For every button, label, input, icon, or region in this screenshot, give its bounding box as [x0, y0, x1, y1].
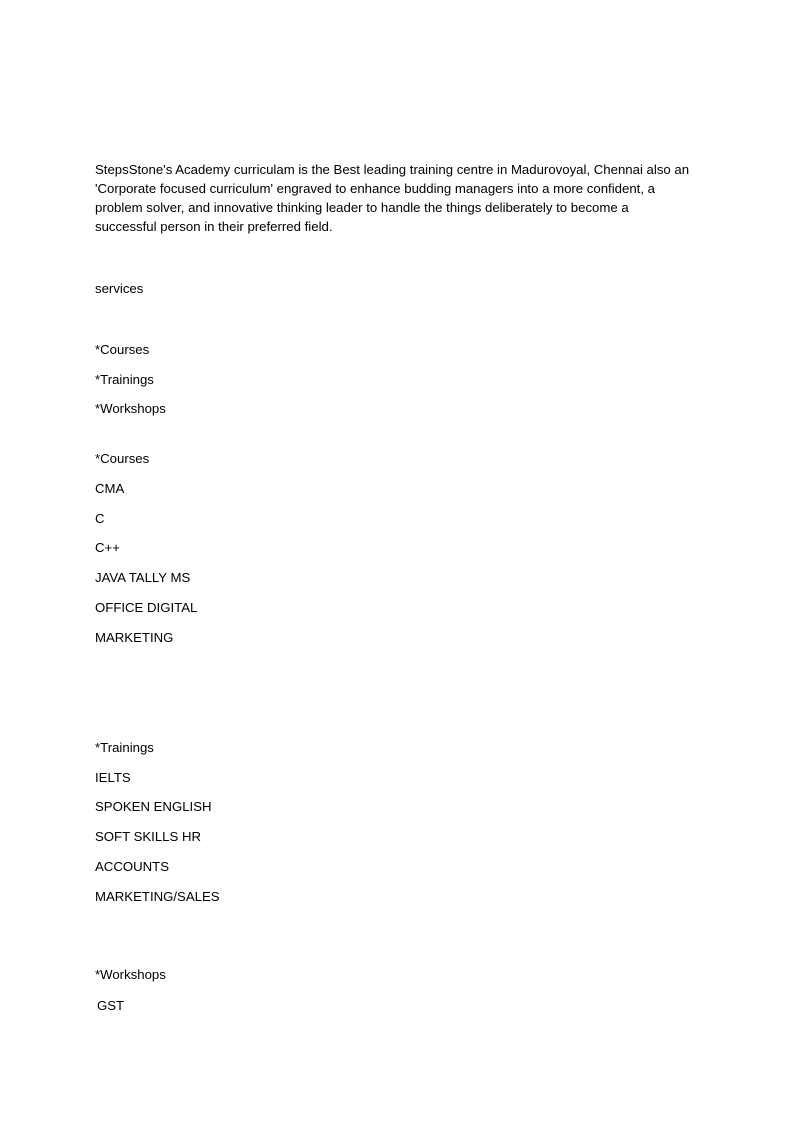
- intro-line: 'Corporate focused curriculum' engraved to enhance budding managers into a more confident, a: [95, 181, 655, 196]
- training-item: SPOKEN ENGLISH: [95, 799, 212, 814]
- trainings-heading: *Trainings: [95, 740, 154, 755]
- service-list-item: *Trainings: [95, 372, 154, 387]
- service-list-item: *Courses: [95, 342, 150, 357]
- intro-line: problem solver, and innovative thinking leader to handle the things deliberately to become a: [95, 200, 629, 215]
- course-item: OFFICE DIGITAL: [95, 600, 198, 615]
- intro-line: StepsStone's Academy curriculam is the Best leading training centre in Madurovoyal, Chennai also an: [95, 162, 690, 177]
- course-item: JAVA TALLY MS: [95, 570, 191, 585]
- training-item: SOFT SKILLS HR: [95, 829, 202, 844]
- courses-heading: *Courses: [95, 451, 150, 466]
- course-item: C++: [95, 540, 120, 555]
- training-item: IELTS: [95, 770, 131, 785]
- training-item: ACCOUNTS: [95, 859, 169, 874]
- intro-paragraph: [95, 160, 715, 236]
- course-item: C: [95, 511, 105, 526]
- course-item: CMA: [95, 481, 125, 496]
- course-item: MARKETING: [95, 630, 174, 645]
- workshops-heading: *Workshops: [95, 967, 166, 982]
- intro-line: successful person in their preferred field.: [95, 219, 333, 234]
- workshop-item: GST: [97, 998, 125, 1013]
- services-heading: services: [95, 281, 144, 296]
- service-list-item: *Workshops: [95, 401, 166, 416]
- training-item: MARKETING/SALES: [95, 889, 220, 904]
